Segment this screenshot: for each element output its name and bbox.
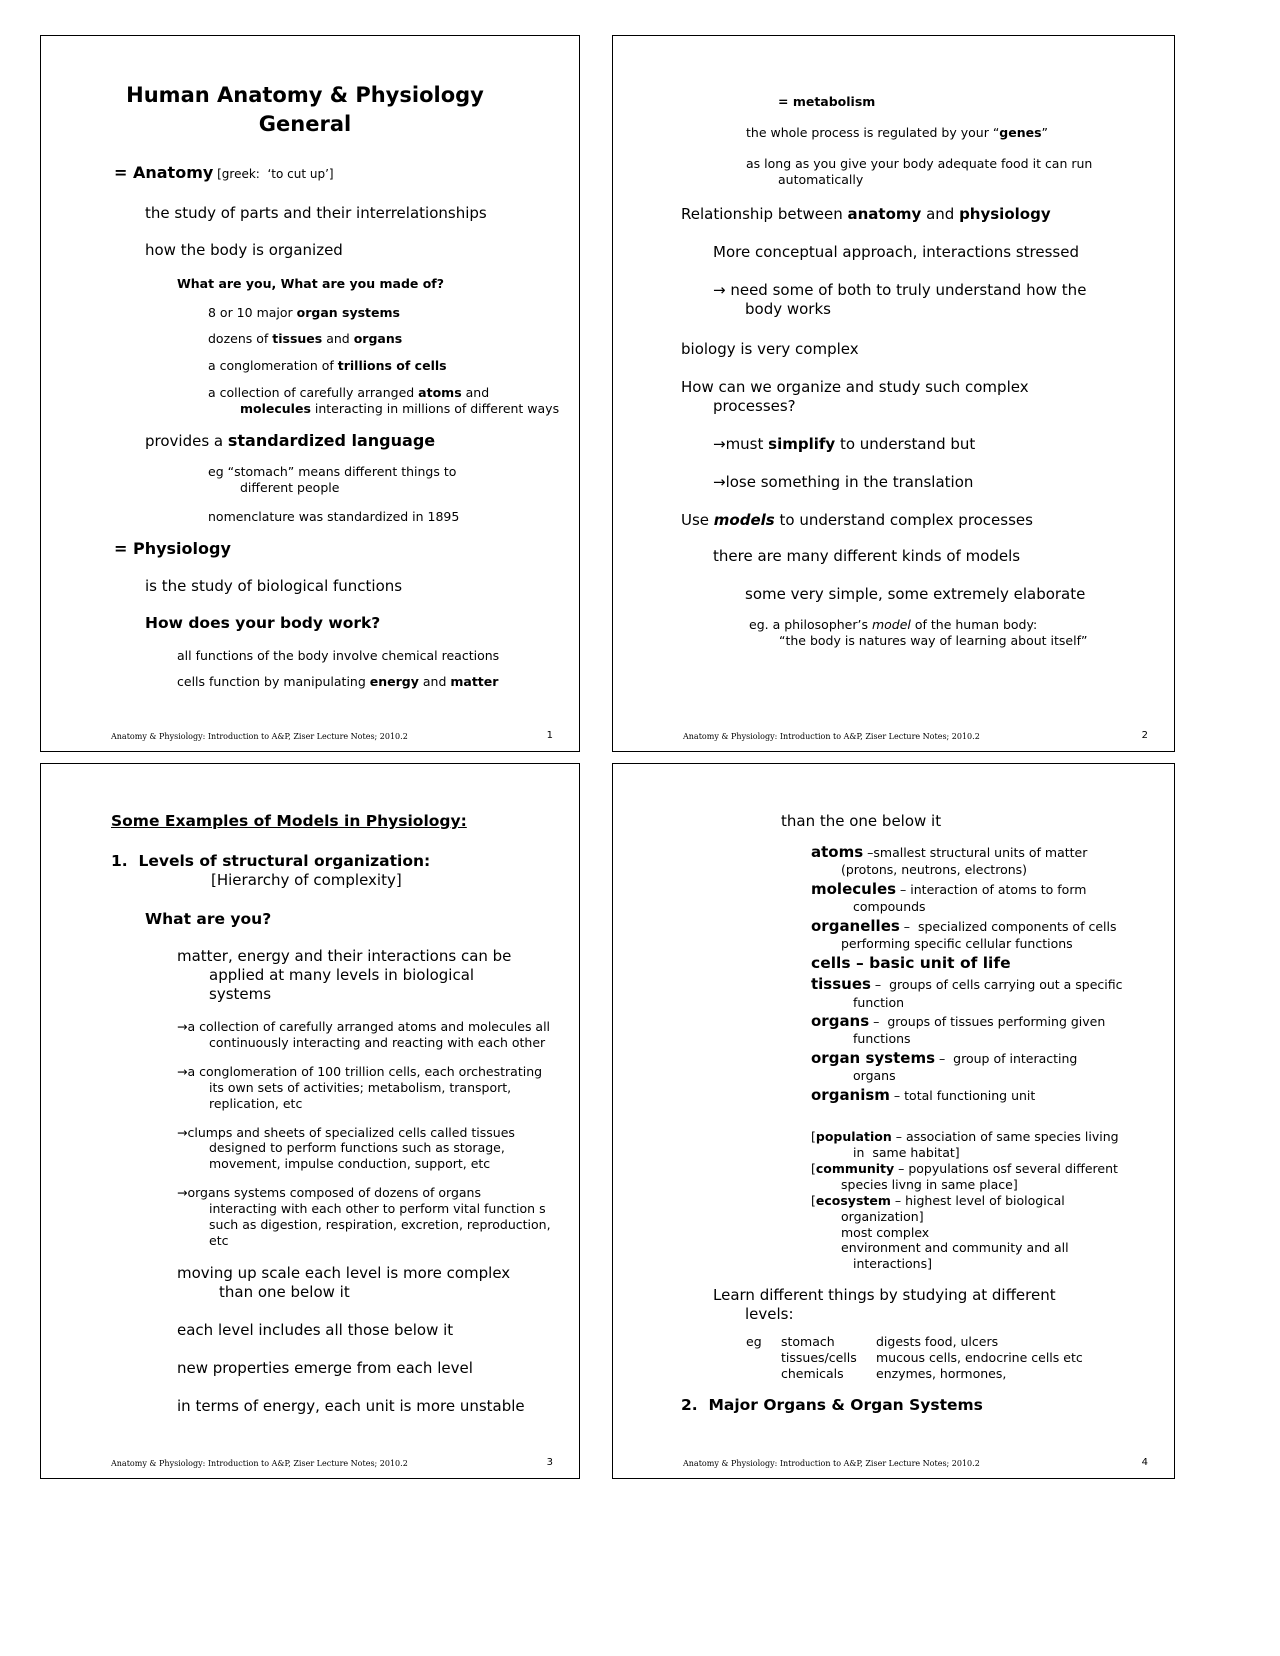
text-segment: = metabolism — [778, 94, 876, 109]
text-segment: standardized language — [227, 430, 436, 450]
text-line — [811, 1193, 1164, 1209]
footer-citation: Anatomy & Physiology: Introduction to A&P, Ziser Lecture Notes; 2010.2 — [111, 732, 408, 741]
text-line — [811, 1086, 1164, 1105]
text-segment: Human Anatomy & Physiology — [126, 83, 484, 107]
text-segment: to understand complex processes — [774, 510, 1033, 529]
notes-page-2 — [612, 35, 1175, 752]
text-segment: 8 or 10 major — [208, 304, 297, 320]
text-line — [177, 674, 569, 690]
text-segment: [greek: ‘to cut up’] — [213, 167, 334, 182]
text-segment: [ — [811, 1192, 816, 1208]
text-segment: →organs systems composed of dozens of organs — [177, 1185, 481, 1201]
text-segment: levels: — [745, 1305, 794, 1324]
text-line — [811, 1161, 1164, 1177]
text-segment: nomenclature was standardized in 1895 — [208, 509, 460, 525]
text-line — [841, 1209, 1164, 1225]
table-cell: eg — [746, 1334, 762, 1350]
text-line — [111, 852, 569, 872]
text-segment: organization] — [841, 1208, 924, 1224]
text-segment: organ systems — [296, 304, 400, 320]
text-line — [208, 358, 569, 374]
text-segment: →must — [713, 434, 769, 453]
notes-page-1 — [40, 35, 580, 752]
text-line — [749, 617, 1164, 633]
text-segment: –smallest structural units of matter — [863, 845, 1088, 861]
text-segment: etc — [209, 1232, 229, 1248]
text-line — [208, 509, 569, 525]
page-footer-2 — [613, 729, 1174, 741]
text-line — [745, 300, 1164, 319]
text-segment: interactions] — [853, 1256, 932, 1272]
table-cell: stomach — [781, 1334, 835, 1350]
text-line — [779, 633, 1164, 649]
text-line — [681, 340, 1164, 359]
text-segment: dozens of — [208, 331, 273, 347]
text-line — [713, 1286, 1164, 1305]
text-line — [209, 966, 569, 985]
text-segment: [ — [811, 1129, 816, 1145]
text-line — [209, 1156, 569, 1172]
text-segment: most complex — [841, 1224, 930, 1240]
text-line — [219, 1283, 569, 1302]
text-segment: – interaction of atoms to form — [896, 881, 1087, 897]
text-segment: →a collection of carefully arranged atoms and molecules all — [177, 1019, 551, 1035]
text-segment: → need some of both to truly understand how the — [713, 280, 1087, 299]
text-segment: organs — [353, 331, 403, 347]
footer-citation: Anatomy & Physiology: Introduction to A&P, Ziser Lecture Notes; 2010.2 — [683, 732, 980, 741]
text-segment: its own sets of activities; metabolism, transport, — [209, 1079, 512, 1095]
text-line — [177, 276, 569, 292]
text-line — [781, 812, 1164, 831]
text-segment: 2. Major Organs & Organ Systems — [681, 1395, 983, 1414]
table-cell: enzymes, hormones, — [876, 1366, 1007, 1382]
text-segment: Some Examples of Models in Physiology: — [111, 812, 467, 830]
text-line — [41, 111, 569, 138]
text-segment: More conceptual approach, interactions stressed — [713, 242, 1079, 261]
text-segment: and — [418, 673, 451, 689]
text-line — [209, 1096, 569, 1112]
text-segment: such as digestion, respiration, excretion, reproduction, — [209, 1216, 551, 1232]
text-line — [209, 1080, 569, 1096]
text-segment: eg “stomach” means different things to — [208, 464, 457, 480]
text-segment: designed to perform functions such as storage, — [209, 1140, 505, 1156]
text-segment: = Anatomy — [114, 163, 214, 183]
text-segment: interacting in millions of different ways — [310, 401, 560, 417]
text-segment: compounds — [853, 899, 926, 915]
text-line — [177, 947, 569, 966]
text-line — [145, 577, 569, 596]
text-segment: What are you, What are you made of? — [177, 275, 444, 291]
text-line — [681, 378, 1164, 397]
text-segment: tissues — [811, 975, 871, 994]
table-cell: mucous cells, endocrine cells etc — [876, 1350, 1083, 1366]
text-line — [681, 205, 1164, 224]
text-segment: organism — [811, 1086, 890, 1105]
text-segment: systems — [209, 985, 272, 1004]
text-segment: →a conglomeration of 100 trillion cells, each orchestrating — [177, 1063, 543, 1079]
text-line — [177, 1264, 569, 1283]
text-line — [177, 1185, 569, 1201]
text-segment: is the study of biological functions — [145, 577, 403, 596]
text-segment: atoms — [418, 385, 462, 401]
text-segment: – highest level of biological — [890, 1192, 1065, 1208]
text-line — [811, 954, 1164, 974]
text-segment: How can we organize and study such complex — [681, 377, 1029, 396]
text-segment: physiology — [959, 204, 1051, 223]
text-line — [145, 431, 569, 451]
text-line — [745, 1305, 1164, 1324]
text-segment: provides a — [145, 431, 228, 450]
table-cell: chemicals — [781, 1366, 844, 1382]
text-line — [208, 305, 569, 321]
text-segment: each level includes all those below it — [177, 1320, 454, 1339]
page-number: 2 — [1141, 730, 1148, 741]
text-segment: different people — [240, 480, 340, 496]
text-line — [811, 975, 1164, 994]
text-line — [811, 1049, 1164, 1068]
text-segment: trillions of cells — [337, 358, 447, 374]
page-footer-1 — [41, 729, 579, 741]
text-segment: to understand but — [835, 434, 976, 453]
text-line — [145, 910, 569, 930]
text-segment: how the body is organized — [145, 240, 343, 259]
text-segment: of the human body: — [910, 617, 1038, 633]
text-segment: “the body is natures way of learning about itself” — [779, 632, 1088, 648]
page-content-1 — [41, 76, 569, 721]
text-segment: Learn different things by studying at different — [713, 1286, 1056, 1305]
text-line — [853, 1256, 1164, 1272]
text-line — [853, 995, 1164, 1011]
text-segment: biology is very complex — [681, 339, 859, 358]
footer-citation: Anatomy & Physiology: Introduction to A&P, Ziser Lecture Notes; 2010.2 — [683, 1459, 980, 1468]
text-segment: processes? — [713, 396, 796, 415]
text-segment: environment and community and all — [841, 1240, 1069, 1256]
text-segment: model — [871, 617, 911, 633]
text-segment: atoms — [811, 843, 864, 862]
text-segment: 1. Levels of structural organization: — [111, 851, 431, 870]
text-line — [778, 94, 1164, 110]
text-line — [145, 204, 569, 223]
text-line — [111, 812, 569, 832]
text-segment: [Hierarchy of complexity] — [211, 871, 402, 890]
text-segment: molecules — [240, 401, 311, 417]
text-line — [211, 871, 569, 890]
page-footer-4 — [613, 1456, 1174, 1468]
text-line — [811, 843, 1164, 862]
text-segment: – specialized components of cells — [899, 918, 1117, 934]
text-segment: function — [853, 994, 905, 1010]
text-line — [177, 1019, 569, 1035]
text-line — [713, 435, 1164, 454]
text-line — [811, 917, 1164, 936]
text-segment: General — [258, 111, 352, 136]
text-line — [811, 1129, 1164, 1145]
text-line — [240, 401, 569, 417]
text-segment: in terms of energy, each unit is more unstable — [177, 1396, 525, 1415]
text-segment: – groups of tissues performing given — [869, 1014, 1106, 1030]
text-line — [746, 1334, 1164, 1350]
text-segment: automatically — [778, 171, 864, 187]
page-footer-3 — [41, 1456, 579, 1468]
notes-page-4 — [612, 763, 1175, 1479]
text-line — [240, 480, 569, 496]
text-segment: and — [461, 385, 490, 401]
footer-citation: Anatomy & Physiology: Introduction to A&P, Ziser Lecture Notes; 2010.2 — [111, 1459, 408, 1468]
text-line — [208, 385, 569, 401]
text-line — [713, 281, 1164, 300]
text-line — [841, 1177, 1164, 1193]
text-line — [841, 936, 1164, 952]
text-line — [177, 1321, 569, 1340]
text-line — [209, 1035, 569, 1051]
text-segment: eg. a philosopher’s — [749, 617, 872, 633]
text-line — [209, 1217, 569, 1233]
text-segment: What are you? — [145, 910, 272, 929]
text-segment: there are many different kinds of models — [713, 546, 1021, 565]
text-segment: than one below it — [219, 1282, 350, 1301]
text-line — [114, 539, 569, 559]
page-number: 3 — [546, 1457, 553, 1468]
text-segment: in same habitat] — [853, 1145, 960, 1161]
text-segment: Use — [681, 510, 714, 529]
text-line — [177, 1125, 569, 1141]
text-segment: organ systems — [811, 1049, 935, 1068]
text-line — [208, 331, 569, 347]
text-segment: a collection of carefully arranged — [208, 385, 419, 401]
page-content-2 — [613, 76, 1164, 721]
text-segment: applied at many levels in biological — [209, 966, 475, 985]
text-segment: →clumps and sheets of specialized cells called tissues — [177, 1124, 515, 1140]
text-segment: all functions of the body involve chemical reactions — [177, 647, 500, 663]
text-line — [177, 1064, 569, 1080]
text-line — [209, 985, 569, 1004]
text-segment: body works — [745, 299, 831, 318]
text-segment: cells – basic unit of life — [811, 953, 1011, 972]
text-line — [853, 1068, 1164, 1084]
page-number: 1 — [546, 730, 553, 741]
text-segment: moving up scale each level is more complex — [177, 1263, 511, 1282]
text-segment: interacting with each other to perform vital function s — [209, 1201, 546, 1217]
text-line — [811, 880, 1164, 899]
text-line — [713, 547, 1164, 566]
text-line — [681, 1396, 1164, 1416]
text-segment: ” — [1041, 124, 1049, 140]
text-segment: = Physiology — [114, 538, 231, 558]
text-line — [811, 1012, 1164, 1031]
text-line — [41, 82, 569, 109]
text-line — [713, 397, 1164, 416]
text-segment: simplify — [768, 434, 836, 453]
text-segment: species livng in same place] — [841, 1176, 1018, 1192]
page-number: 4 — [1141, 1457, 1148, 1468]
text-line — [841, 1240, 1164, 1256]
text-segment: – group of interacting — [935, 1051, 1078, 1067]
text-segment: matter — [450, 673, 499, 689]
text-line — [209, 1201, 569, 1217]
text-segment: continuously interacting and reacting with each other — [209, 1035, 546, 1051]
text-line — [746, 1366, 1164, 1382]
text-segment: the study of parts and their interrelationships — [145, 203, 487, 222]
text-segment: tissues — [272, 331, 323, 347]
text-segment: genes — [999, 124, 1042, 140]
text-line — [778, 172, 1164, 188]
text-segment: organs — [811, 1012, 870, 1031]
text-segment: new properties emerge from each level — [177, 1358, 473, 1377]
text-segment: – total functioning unit — [889, 1088, 1036, 1104]
table-cell: tissues/cells — [781, 1350, 857, 1366]
text-segment: matter, energy and their interactions can be — [177, 947, 512, 966]
text-segment: a conglomeration of — [208, 358, 338, 374]
text-segment: – popyulations osf several different — [894, 1161, 1118, 1177]
text-line — [713, 243, 1164, 262]
text-line — [114, 163, 569, 183]
text-line — [853, 899, 1164, 915]
text-segment: anatomy — [847, 204, 922, 223]
text-line — [713, 473, 1164, 492]
text-line — [746, 125, 1164, 141]
text-segment: – association of same species living — [891, 1129, 1119, 1145]
text-line — [145, 241, 569, 260]
text-line — [145, 614, 569, 634]
text-segment: [ — [811, 1161, 816, 1177]
text-segment: ecosystem — [815, 1192, 891, 1208]
text-segment: replication, etc — [209, 1095, 303, 1111]
text-segment: How does your body work? — [145, 614, 381, 633]
text-segment: than the one below it — [781, 812, 942, 830]
text-line — [841, 1225, 1164, 1241]
text-segment: – groups of cells carrying out a specific — [870, 977, 1123, 993]
text-segment: energy — [369, 673, 419, 689]
text-line — [853, 1145, 1164, 1161]
text-segment: (protons, neutrons, electrons) — [841, 862, 1028, 878]
text-segment: and — [322, 331, 354, 347]
text-line — [745, 585, 1164, 604]
text-line — [853, 1031, 1164, 1047]
page-content-3 — [41, 804, 569, 1448]
text-segment: population — [815, 1129, 892, 1145]
table-cell: digests food, ulcers — [876, 1334, 999, 1350]
text-segment: organs — [853, 1068, 896, 1084]
text-segment: →lose something in the translation — [713, 472, 974, 491]
text-line — [208, 464, 569, 480]
notes-page-3 — [40, 763, 580, 1479]
text-segment: Relationship between — [681, 204, 848, 223]
text-line — [746, 156, 1164, 172]
text-segment: as long as you give your body adequate food it can run — [746, 155, 1093, 171]
page-content-4 — [613, 804, 1164, 1448]
text-segment: models — [713, 510, 775, 529]
text-segment: community — [815, 1161, 895, 1177]
text-line — [681, 511, 1164, 530]
text-segment: some very simple, some extremely elaborate — [745, 585, 1086, 604]
text-line — [209, 1233, 569, 1249]
text-segment: functions — [853, 1031, 911, 1047]
text-segment: cells function by manipulating — [177, 673, 370, 689]
text-segment: organelles — [811, 916, 900, 935]
text-line — [177, 648, 569, 664]
text-line — [177, 1397, 569, 1416]
text-line — [746, 1350, 1164, 1366]
text-segment: the whole process is regulated by your “ — [746, 124, 1000, 140]
text-segment: performing specific cellular functions — [841, 935, 1073, 951]
text-line — [177, 1359, 569, 1378]
text-segment: and — [921, 204, 960, 223]
text-segment: movement, impulse conduction, support, etc — [209, 1156, 491, 1172]
text-line — [841, 862, 1164, 878]
text-line — [209, 1140, 569, 1156]
text-segment: molecules — [811, 879, 897, 898]
